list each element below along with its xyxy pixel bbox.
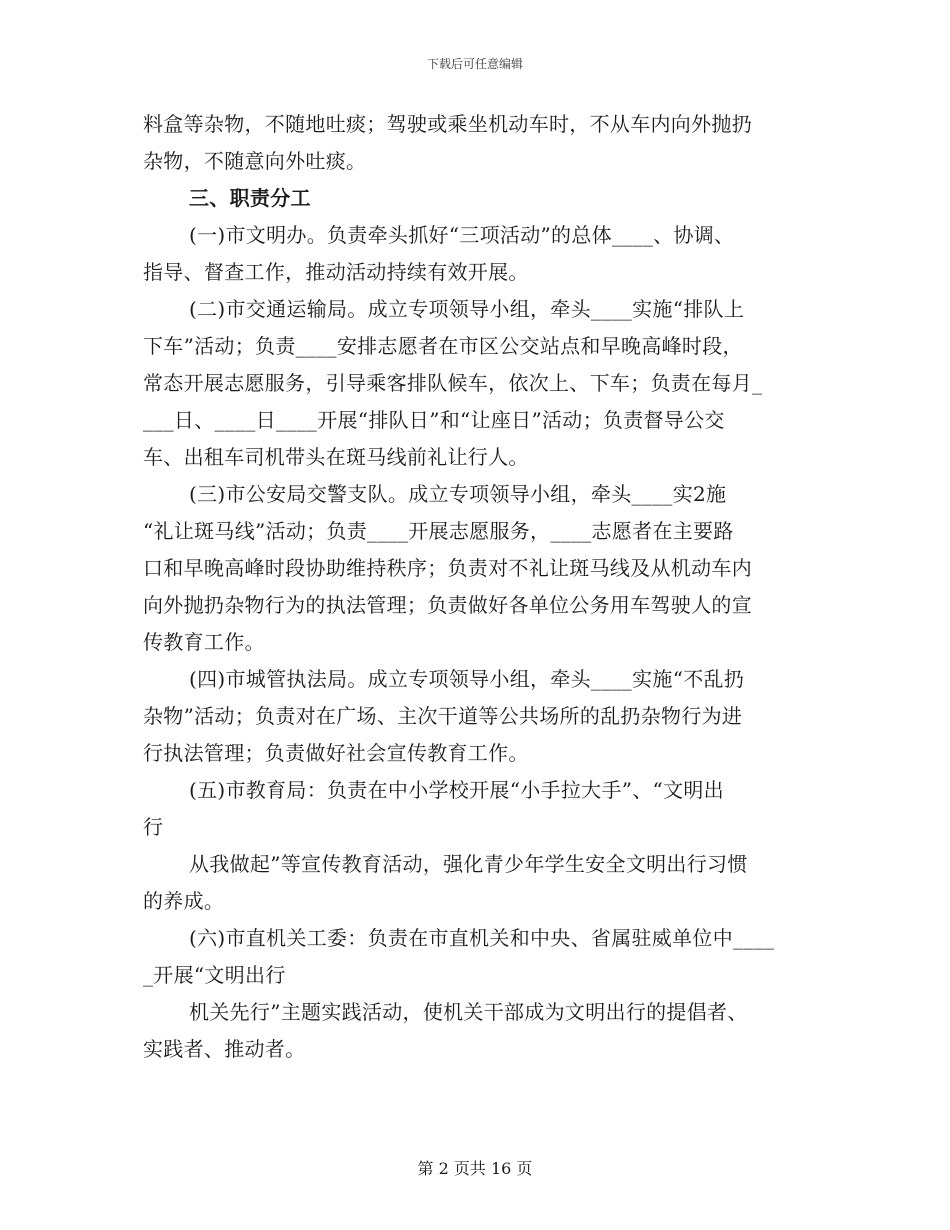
text-line: 指导、督查工作，推动活动持续有效开展。 — [143, 260, 529, 284]
text-line: 杂物”活动；负责对在广场、主次干道等公共场所的乱扔杂物行为进 — [143, 704, 743, 728]
text-line: 实践者、推动者。 — [143, 1037, 306, 1061]
text-line: (三)市公安局交警支队。成立专项领导小组，牵头____实2施 — [189, 482, 727, 506]
text-line: “礼让斑马线”活动；负责____开展志愿服务，____志愿者在主要路 — [143, 519, 734, 543]
text-line: 行执法管理；负责做好社会宣传教育工作。 — [143, 741, 529, 765]
text-line: (六)市直机关工委：负责在市直机关和中央、省属驻威单位中____ — [189, 926, 775, 950]
text-line: 杂物，不随意向外吐痰。 — [143, 149, 367, 173]
text-line: 向外抛扔杂物行为的执法管理；负责做好各单位公务用车驾驶人的宣 — [143, 593, 752, 617]
text-line: 口和早晚高峰时段协助维持秩序；负责对不礼让斑马线及从机动车内 — [143, 556, 752, 580]
text-line: ___日、____日____开展“排队日”和“让座日”活动；负责督导公交 — [143, 408, 725, 432]
page-header: 下载后可任意编辑 — [426, 57, 523, 71]
document-body — [143, 106, 815, 1068]
text-line: _开展“文明出行 — [143, 963, 286, 987]
text-line: 行 — [143, 815, 164, 839]
text-line: 料盒等杂物，不随地吐痰；驾驶或乘坐机动车时，不从车内向外抛扔 — [143, 112, 752, 136]
page-footer: 第 2 页共 16 页 — [417, 1159, 533, 1178]
text-line: (二)市交通运输局。成立专项领导小组，牵头____实施“排队上 — [189, 297, 745, 321]
section-heading: 三、职责分工 — [189, 186, 311, 210]
text-line: 从我做起”等宣传教育活动，强化青少年学生安全文明出行习惯 — [189, 852, 748, 876]
text-line: 传教育工作。 — [143, 630, 265, 654]
text-line: 下车”活动；负责____安排志愿者在市区公交站点和早晚高峰时段， — [143, 334, 743, 358]
text-line: (四)市城管执法局。成立专项领导小组，牵头____实施“不乱扔 — [189, 667, 745, 691]
text-line: 常态开展志愿服务，引导乘客排队候车，依次上、下车；负责在每月_ — [143, 371, 763, 395]
text-line: (五)市教育局：负责在中小学校开展“小手拉大手”、“文明出 — [189, 778, 724, 802]
text-line: 的养成。 — [143, 889, 225, 913]
text-line: 车、出租车司机带头在斑马线前礼让行人。 — [143, 445, 529, 469]
text-line: 机关先行”主题实践活动，使机关干部成为文明出行的提倡者、 — [189, 1000, 748, 1024]
text-line: (一)市文明办。负责牵头抓好“三项活动”的总体____、协调、 — [189, 223, 735, 247]
